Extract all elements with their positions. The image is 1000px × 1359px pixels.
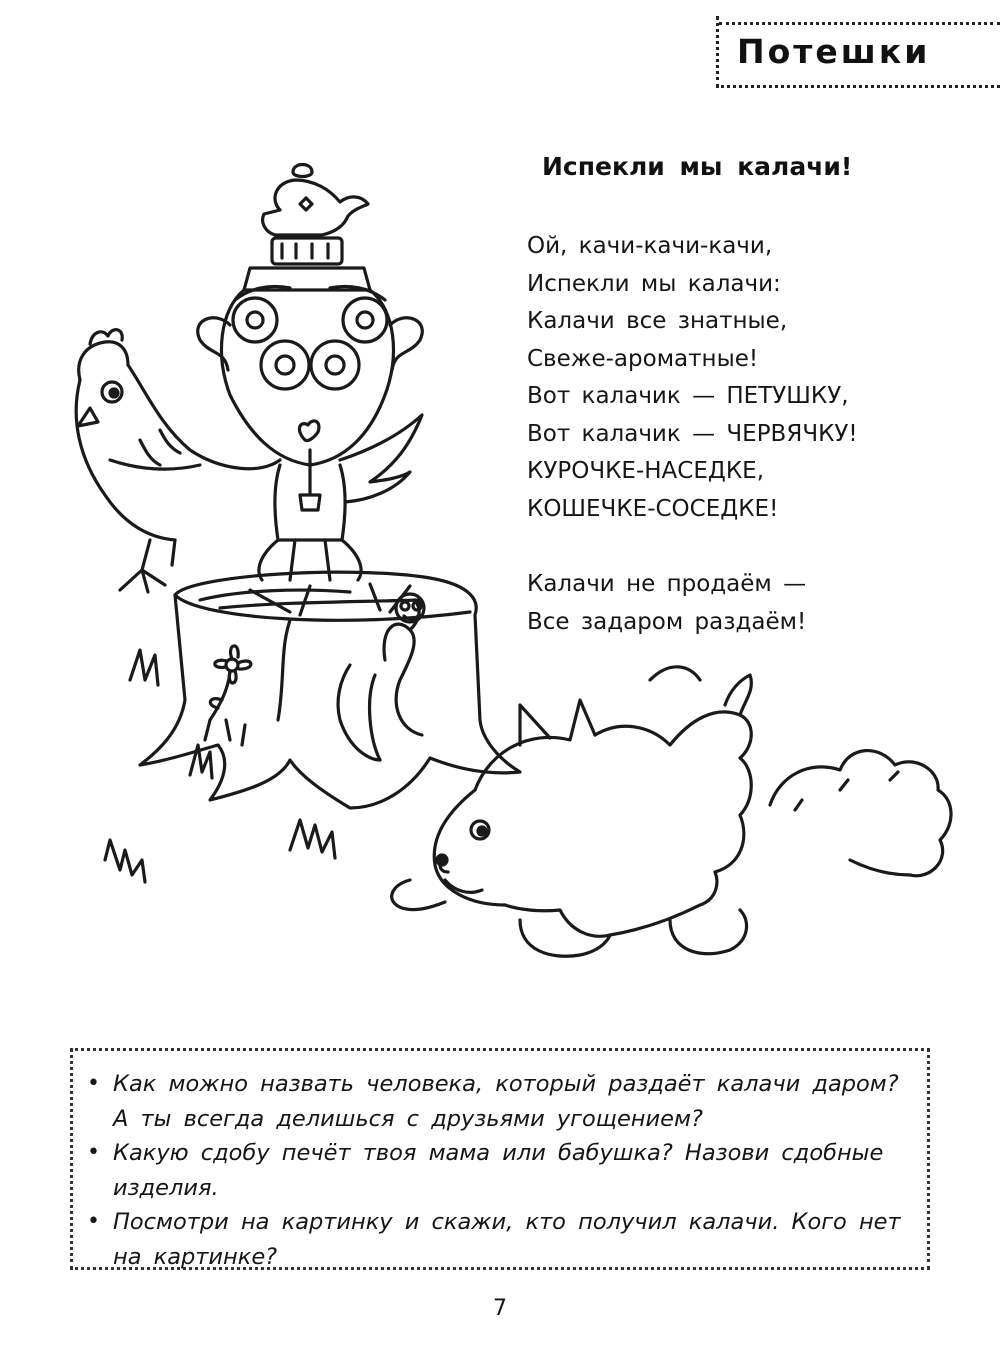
poem-line: КОШЕЧКЕ-СОСЕДКЕ! bbox=[527, 495, 779, 522]
questions-list bbox=[87, 1067, 917, 1274]
poem-title: Испекли мы калачи! bbox=[542, 152, 853, 181]
question-item bbox=[87, 1136, 917, 1205]
question-item bbox=[87, 1067, 917, 1136]
kitten-icon bbox=[392, 667, 752, 956]
section-label: Потешки bbox=[737, 32, 931, 71]
section-label-dotted-top bbox=[719, 22, 1000, 25]
samovar-icon bbox=[198, 165, 423, 581]
worm-icon bbox=[384, 594, 424, 735]
page-number: 7 bbox=[493, 1296, 507, 1321]
poem-line: Испекли мы калачи: bbox=[527, 270, 781, 297]
kalach-icon bbox=[233, 287, 387, 390]
bullet-icon: • bbox=[87, 1071, 100, 1096]
poem-line: Вот калачик — ЧЕРВЯЧКУ! bbox=[527, 420, 858, 447]
poem-line: Свеже-ароматные! bbox=[527, 345, 759, 372]
question-text: Как можно назвать человека, который раздаёт калачи даром? А ты всегда делишься с друзьями угощением? bbox=[113, 1071, 899, 1132]
poem-line: Калачи все знатные, bbox=[527, 308, 788, 334]
flower-icon bbox=[210, 646, 251, 720]
bullet-icon: • bbox=[87, 1209, 100, 1234]
poem-line: Все задаром раздаём! bbox=[527, 608, 807, 635]
question-item bbox=[87, 1205, 917, 1274]
bullet-icon: • bbox=[87, 1140, 100, 1165]
question-text: Посмотри на картинку и скажи, кто получил калачи. Кого нет на картинке? bbox=[113, 1209, 901, 1270]
poem bbox=[527, 228, 947, 641]
question-text: Какую сдобу печёт твоя мама или бабушка? Назови сдобные изделия. bbox=[113, 1140, 884, 1201]
hen-icon bbox=[76, 330, 422, 592]
poem-line: Калачи не продаём — bbox=[527, 571, 807, 597]
poem-line: Вот калачик — ПЕТУШКУ, bbox=[527, 383, 849, 409]
poem-line: Ой, качи-качи-качи, bbox=[527, 233, 773, 259]
stanza-gap bbox=[527, 528, 947, 566]
questions-box bbox=[70, 1048, 930, 1270]
bush-icon bbox=[770, 751, 951, 876]
poem-line: КУРОЧКЕ-НАСЕДКЕ, bbox=[527, 458, 765, 484]
section-label-box bbox=[716, 16, 1000, 88]
stump-icon bbox=[140, 572, 520, 808]
